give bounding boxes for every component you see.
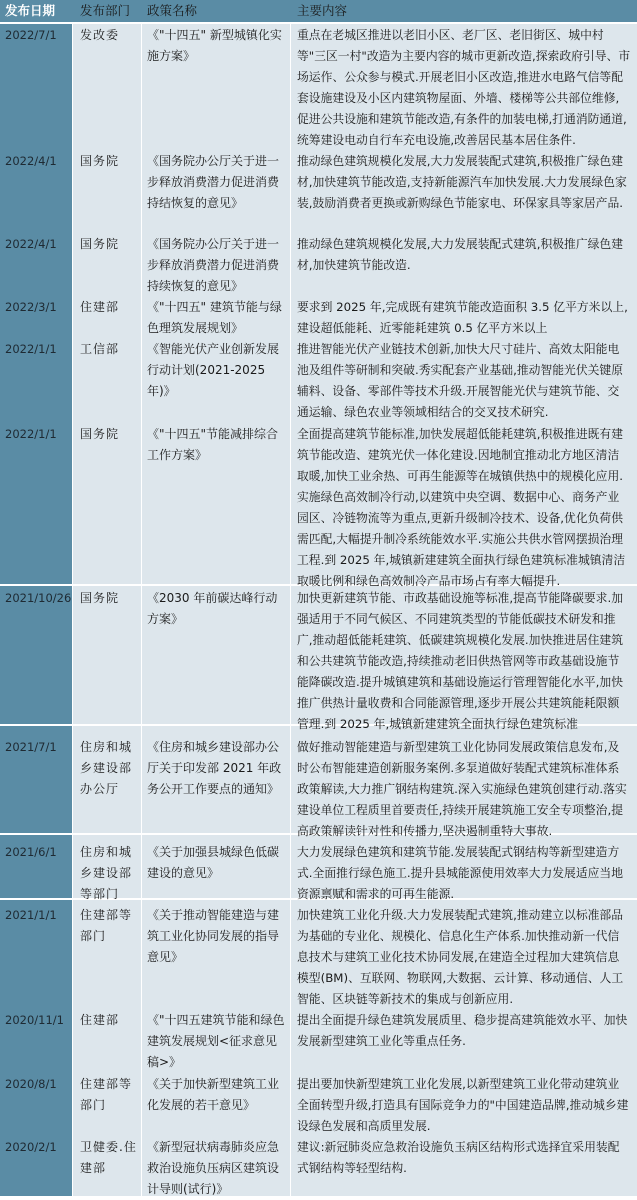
cell-content: 大力发展绿色建筑和建筑节能.发展装配式钢结构等新型建造方式.全面推行绿色施工.提升县城能源使用效率大力发展适应当地资源禀赋和需求的可再生能源. <box>297 845 624 901</box>
cell-dept: 住建部等部门 <box>80 1077 133 1112</box>
cell-content: 重点在老城区推进以老旧小区、老厂区、老旧街区、城中村等"三区一村"改造为主要内容的城市更新改造,探索政府引导、市场运作、公众参与模式.开展老旧小区改造,推进水电路气信等配套设施建设及小区内建筑物屋面、外墙、楼梯等公共部位维修,促进公共设施和建筑节能改造,有条件的加装电梯,打通消防通道,统筹建设电动自行车充电设施,改善居民基本居住条件. <box>297 28 631 147</box>
cell-policy-name: 《"十四五"节能减排综合工作方案》 <box>147 427 279 462</box>
cell-dept: 国务院 <box>80 154 120 168</box>
cell-date: 2020/2/1 <box>5 1140 57 1154</box>
cell-date: 2022/4/1 <box>5 237 57 251</box>
header-name: 政策名称 <box>147 3 198 18</box>
cell-dept: 住建部 <box>80 300 120 314</box>
header-date: 发布日期 <box>5 3 56 18</box>
cell-content: 提出要加快新型建筑工业化发展,以新型建筑工业化带动建筑业全面转型升级,打造具有国际竞争力的"中国建造品牌,推动城乡建设绿色发展和高质里发展. <box>297 1077 629 1133</box>
cell-date: 2022/1/1 <box>5 342 57 356</box>
cell-policy-name: 《关于加强县城绿色低碳建设的意见》 <box>147 845 280 880</box>
cell-content: 加快建筑工业化升级.大力发展装配式建筑,推动建立以标准部品为基础的专业化、规模化、信息化生产体系.加快推动新一代信息技术与建筑工业化技术协同发展,在建造全过程加大建筑信息模型(BM)、互联网、物联网,大数据、云计算、移动通信、人工智能、区块链等新技术的集成与创新应用. <box>297 908 624 1006</box>
cell-dept: 国务院 <box>80 237 120 251</box>
cell-date: 2021/10/26 <box>5 591 72 605</box>
cell-date: 2021/1/1 <box>5 908 57 922</box>
cell-policy-name: 《关于推动智能建造与建筑工业化协同发展的指导意见》 <box>147 908 280 964</box>
cell-dept: 住房和城乡建设部等部门 <box>80 845 133 901</box>
table-header <box>0 0 637 22</box>
cell-policy-name: 《国务院办公厅关于进一步释放消费潜力促进消费持结恢复的意见》 <box>147 154 280 210</box>
cell-date: 2021/6/1 <box>5 845 57 859</box>
cell-date: 2020/8/1 <box>5 1077 57 1091</box>
cell-content: 全面提高建筑节能标准,加快发展超低能耗建筑,积极推进既有建筑节能改造、建筑光伏一体化建设.因地制宜推动北方地区清洁取暖,加快工业余热、可再生能源等在城镇供热中的规模化应用.实施绿色高效制冷行动,以建筑中央空调、数据中心、商务产业园区、冷链物流等为重点,更新升级制冷技术、设备,优化负荷供需匹配,大幅提升制冷系统能效水平.实施公共供水管网摆损治理工程.到 2025 年,城镇新建建筑全面执行绿色建筑标准城镇清洁取暖比例和绿色高效制冷产品市场占有率大幅提升. <box>297 427 626 588</box>
cell-content: 推动绿色建筑规模化发展,大力发展装配式建筑,积极推广绿色建材,加快建筑节能改造. <box>297 237 624 272</box>
cell-policy-name: 《"十四五建筑节能和绿色建筑发展规划<征求意见稿>》 <box>147 1013 285 1069</box>
cell-content: 做好推动智能建造与新型建筑工业化协同发展政策信息发布,及时公布智能建造创新服务案例.多泵道做好装配式建筑标准体系政策解读,大力推广钢结构建筑.深入实施绿色建筑创建行动.落实建设单位工程质里首要责任,持续开展建筑施工安全专项整治,提高政策解读针对性和传播力,坚决遏制重特大事故. <box>297 740 627 838</box>
cell-date: 2022/7/1 <box>5 28 57 42</box>
cell-dept: 国务院 <box>80 427 120 441</box>
cell-policy-name: 《关于加快新型建筑工业化发展的若干意见》 <box>147 1077 280 1112</box>
cell-dept: 住建部等部门 <box>80 908 133 943</box>
cell-policy-name: 《"十四五" 新型城镇化实施方案》 <box>147 28 282 63</box>
cell-content: 推动绿色建筑规模化发展,大力发展装配式建筑,积极推广绿色建材,加快建筑节能改造,支持新能源汽车加快发展.大力发展绿色家装,鼓励消费者更换或新购绿色节能家电、环保家具等家居产品. <box>297 154 627 210</box>
cell-content: 推进智能光伏产业链技术创新,加快大尺寸硅片、高效太阳能电池及组件等研制和突破.秀实配套产业基础,推动智能光伏关键原辅料、设备、零部件等技术升级.开展智能光伏与建筑节能、交通运输、绿色农业等领域相结合的交叉技术研究. <box>297 342 624 419</box>
cell-policy-name: 《住房和城乡建设部办公厅关于印发部 2021 年政务公开工作要点的通知》 <box>147 740 282 796</box>
cell-policy-name: 《智能光伏产业创新发展行动计划(2021-2025 年)》 <box>147 342 280 398</box>
cell-policy-name: 《"十四五" 建筑节能与绿色理筑发展规划》 <box>147 300 282 335</box>
cell-dept: 国务院 <box>80 591 120 605</box>
cell-dept: 卫健委.住建部 <box>80 1140 137 1175</box>
cell-date: 2022/1/1 <box>5 427 57 441</box>
cell-content: 加快更新建筑节能、市政基础设施等标准,提高节能降碳要求.加强适用于不同气候区、不同建筑类型的节能低碳技术研发和推广,推动超低能耗建筑、低碳建筑规模化发展.加快推进居住建筑和公共建筑节能改造,持续推动老旧供热管网等市政基础设施节能降碳改造.提升城镇建筑和基础设施运行管理智能化水平,加快推广供热计量收费和合同能源管理,逐步开展公共建筑能耗限额管理.到 2025 年,城镇新建建筑全面执行绿色建筑标准 <box>297 591 624 731</box>
cell-policy-name: 《国务院办公厅关于进一步释放消费潜力促进消费持续恢复的意见》 <box>147 237 280 293</box>
cell-policy-name: 《新型冠状病毒肺炎应急救治设施负压病区建筑设计导则(试行)》 <box>147 1140 280 1196</box>
cell-content: 要求到 2025 年,完成既有建筑节能改造面积 3.5 亿平方米以上,建设超低能耗、近零能耗建筑 0.5 亿平方米以上 <box>297 300 628 335</box>
cell-content: 提出全面提升绿色建筑发展质里、稳步提高建筑能效水平、加快发展新型建筑工业化等重点任务. <box>297 1013 628 1048</box>
cell-date: 2022/3/1 <box>5 300 57 314</box>
cell-dept: 发改委 <box>80 28 120 42</box>
header-divider <box>0 22 637 24</box>
cell-date: 2022/4/1 <box>5 154 57 168</box>
cell-dept: 住房和城乡建设部办公厅 <box>80 740 133 796</box>
cell-dept: 住建部 <box>80 1013 120 1027</box>
cell-date: 2020/11/1 <box>5 1013 64 1027</box>
header-dept: 发布部门 <box>80 3 131 18</box>
header-content: 主要内容 <box>297 3 348 18</box>
cell-content: 建议:新冠肺炎应急救治设施负玉病区结构形式选择宜采用装配式钢结构等轻型结构. <box>297 1140 620 1175</box>
cell-policy-name: 《2030 年前碳达峰行动方案》 <box>147 591 278 626</box>
cell-dept: 工信部 <box>80 342 120 356</box>
cell-date: 2021/7/1 <box>5 740 57 754</box>
